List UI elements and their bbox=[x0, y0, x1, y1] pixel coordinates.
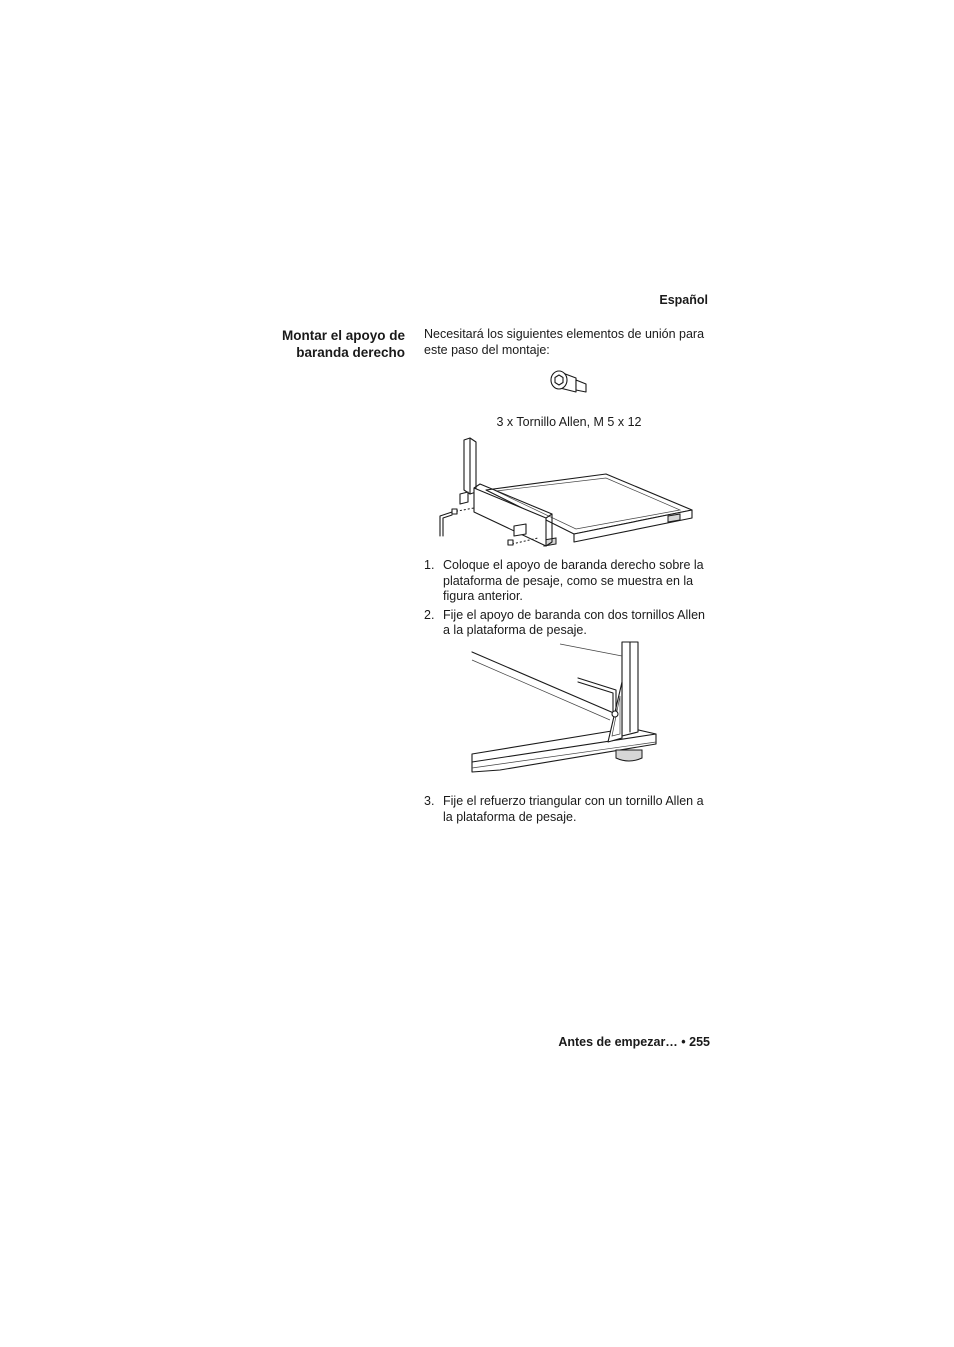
section-title-line-1: Montar el apoyo de bbox=[281, 328, 405, 343]
step-1 bbox=[424, 558, 714, 605]
step-3-text: Fije el refuerzo triangular con un tornillo Allen a la plataforma de pesaje. bbox=[443, 794, 704, 824]
step-2-number: 2. bbox=[424, 607, 435, 622]
language-label: Español bbox=[659, 293, 708, 307]
section-title-line-2: baranda derecho bbox=[296, 345, 405, 360]
platform-assembly-illustration bbox=[434, 438, 696, 552]
allen-screw-icon bbox=[546, 366, 590, 402]
step-2 bbox=[424, 608, 714, 639]
step-1-text: Coloque el apoyo de baranda derecho sobre la plataforma de pesaje, como se muestra en la figura anterior. bbox=[443, 558, 704, 603]
intro-paragraph: Necesitará los siguientes elementos de unión para este paso del montaje: bbox=[424, 327, 705, 357]
step-1-number: 1. bbox=[424, 558, 435, 572]
steps-list-bottom bbox=[424, 794, 714, 828]
step-2-text: Fije el apoyo de baranda con dos tornillos Allen a la plataforma de pesaje. bbox=[443, 607, 705, 637]
step-3-number: 3. bbox=[424, 794, 435, 808]
triangular-brace-illustration bbox=[470, 642, 660, 780]
screw-caption: 3 x Tornillo Allen, M 5 x 12 bbox=[496, 415, 642, 429]
section-title bbox=[250, 327, 405, 361]
step-3 bbox=[424, 794, 714, 825]
steps-list-top bbox=[424, 558, 714, 642]
page-footer: Antes de empezar… • 255 bbox=[558, 1035, 710, 1049]
